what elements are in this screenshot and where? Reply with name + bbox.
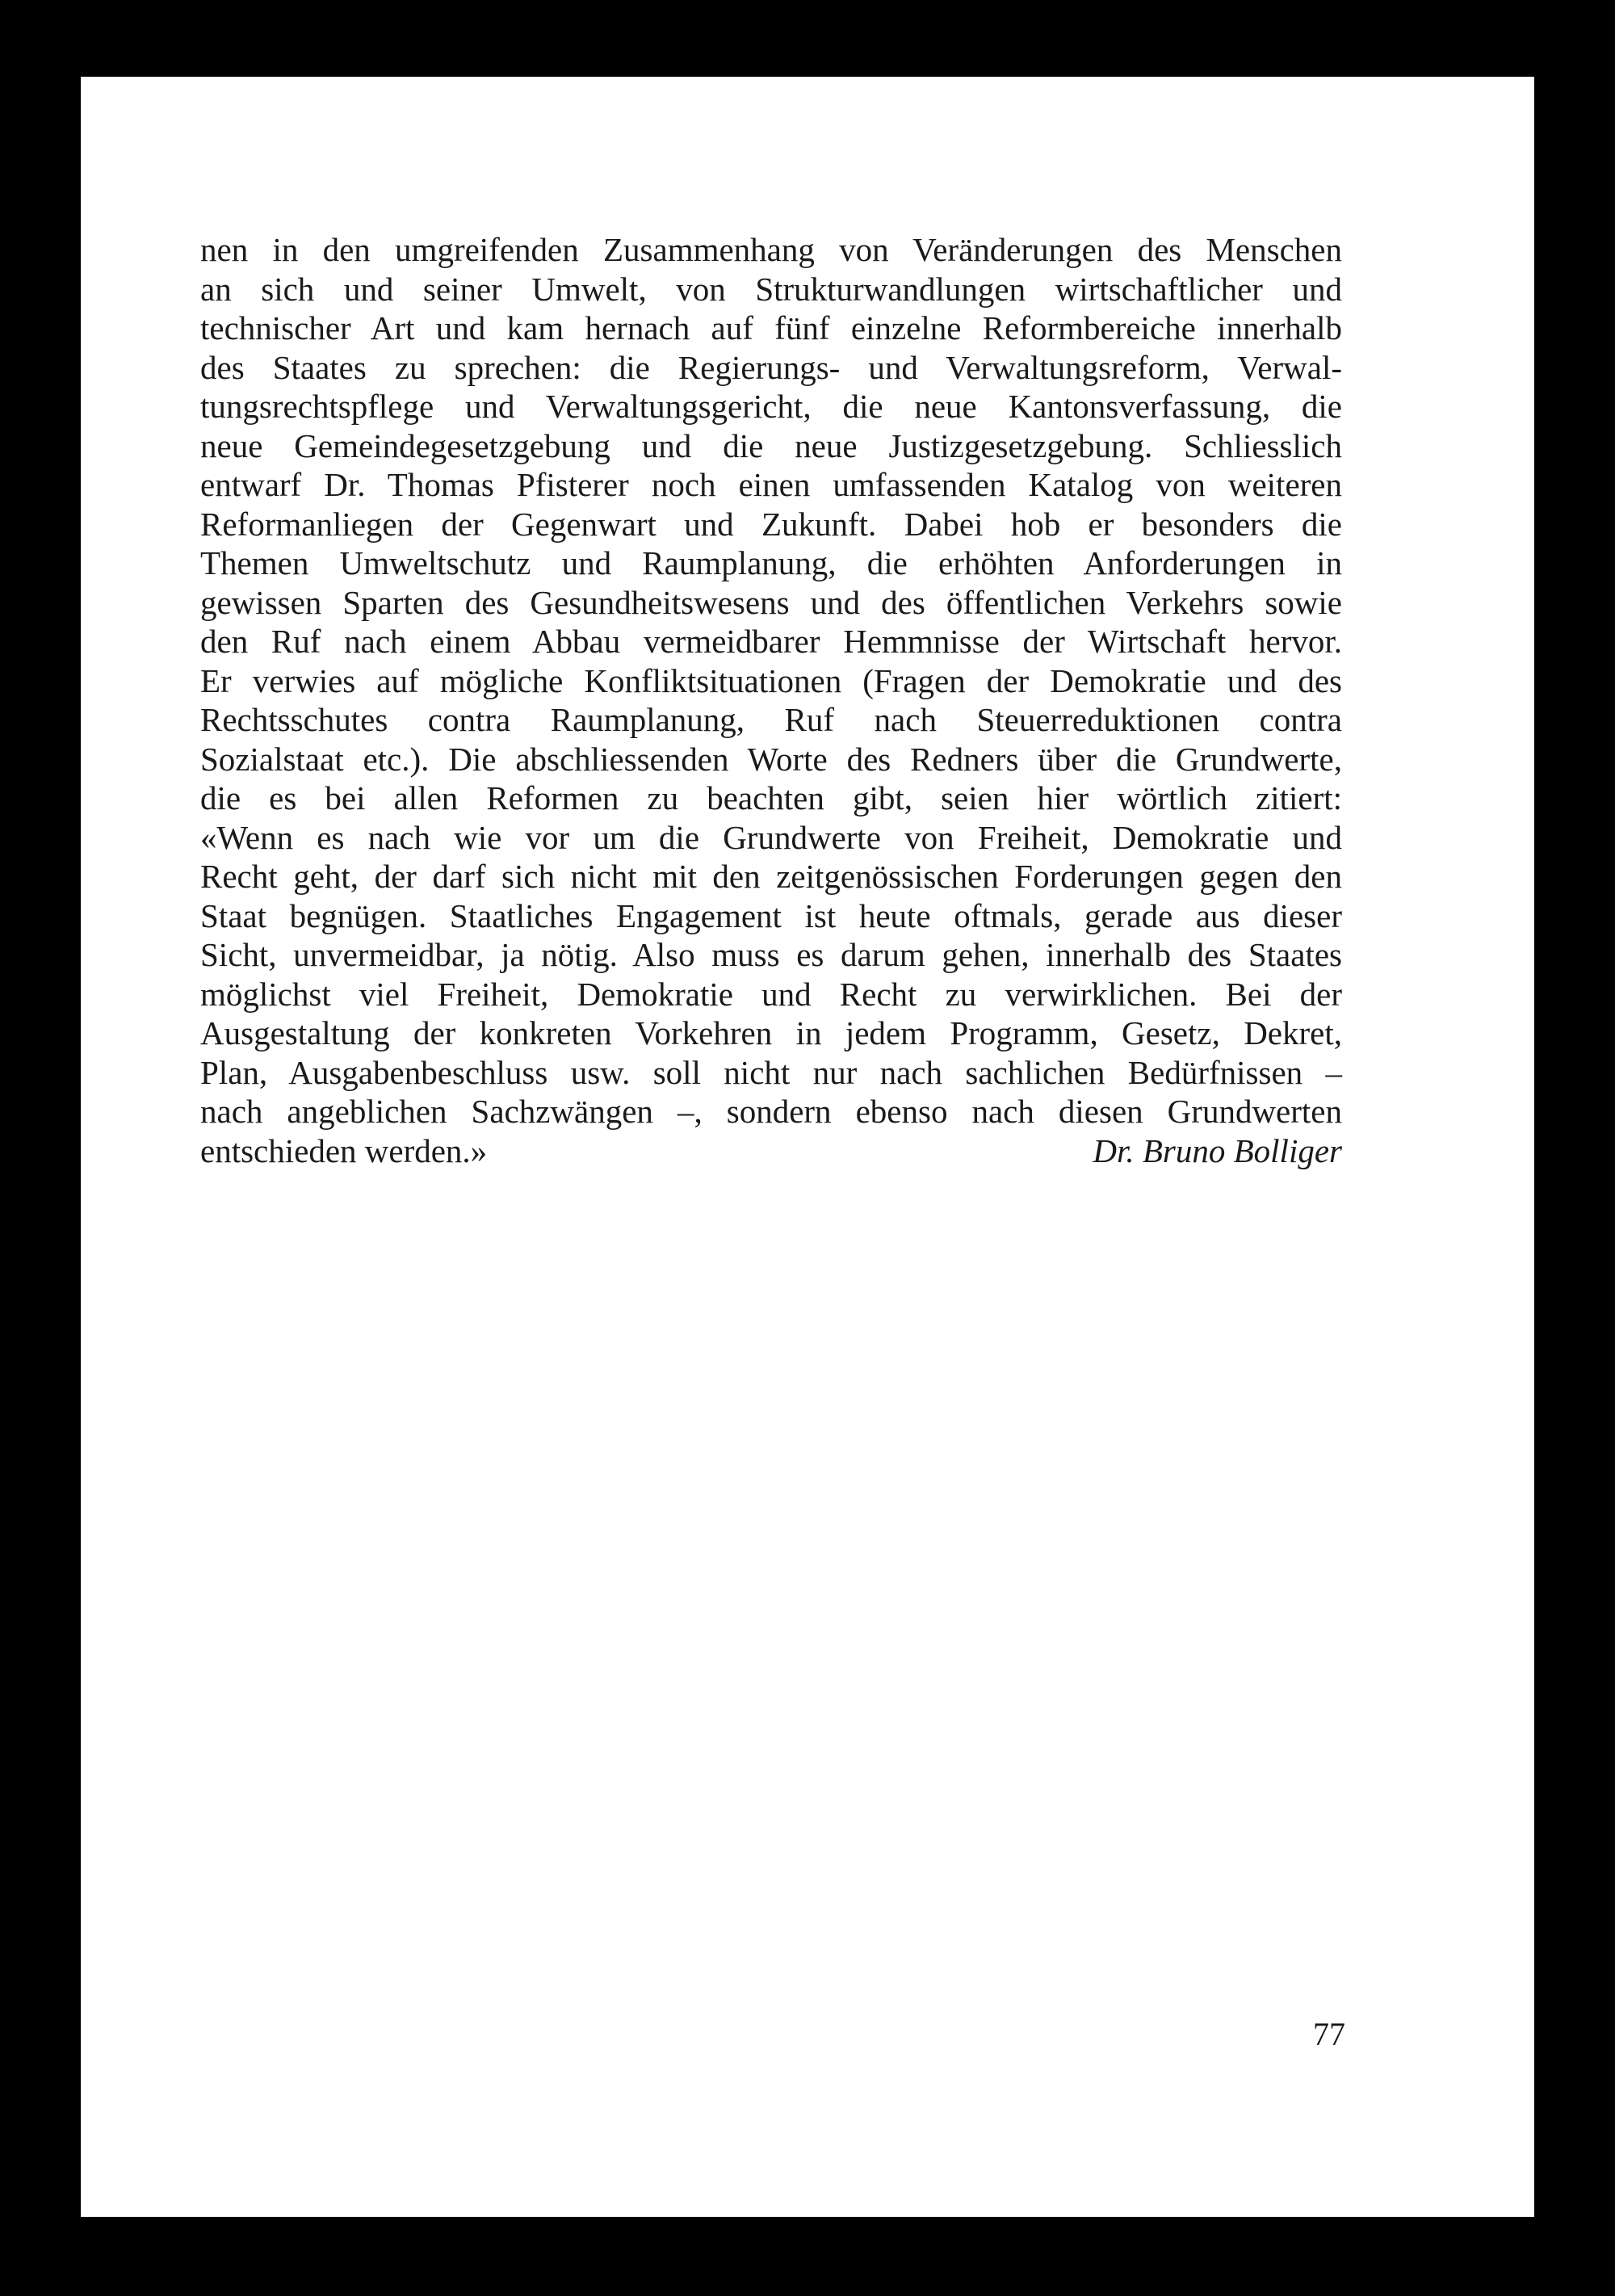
text-line: «Wenn es nach wie vor um die Grundwerte von Freiheit, Demokratie und (200, 818, 1342, 856)
text-line: Rechtsschutes contra Raumplanung, Ruf nach Steuerreduktionen contra (200, 701, 1342, 738)
author-signature: Dr. Bruno Bolliger (1093, 1131, 1342, 1169)
text-line: Er verwies auf mögliche Konfliktsituationen (Fragen der Demokratie und des (200, 661, 1342, 699)
text-line: möglichst viel Freiheit, Demokratie und Recht zu verwirklichen. Bei der (200, 975, 1342, 1013)
text-line: Themen Umweltschutz und Raumplanung, die erhöhten Anforderungen in (200, 544, 1342, 581)
text-line: technischer Art und kam hernach auf fünf einzelne Reformbereiche innerhalb (200, 309, 1342, 346)
text-line: Sozialstaat etc.). Die abschliessenden Worte des Redners über die Grundwerte, (200, 740, 1342, 778)
closing-text: entschieden werden.» (200, 1131, 488, 1169)
text-line: Staat begnügen. Staatliches Engagement ist heute oftmals, gerade aus dieser (200, 896, 1342, 934)
text-line: entwarf Dr. Thomas Pfisterer noch einen umfassenden Katalog von weiteren (200, 466, 1342, 503)
text-line: die es bei allen Reformen zu beachten gibt, seien hier wörtlich zitiert: (200, 779, 1342, 816)
body-text (200, 230, 1342, 1170)
text-line: den Ruf nach einem Abbau vermeidbarer Hemmnisse der Wirtschaft hervor. (200, 623, 1342, 660)
text-line: Plan, Ausgabenbeschluss usw. soll nicht nur nach sachlichen Bedürfnissen – (200, 1053, 1342, 1091)
text-line: des Staates zu sprechen: die Regierungs- und Verwaltungsreform, Verwal- (200, 348, 1342, 386)
text-line: Reformanliegen der Gegenwart und Zukunft. Dabei hob er besonders die (200, 505, 1342, 543)
document-page (81, 77, 1534, 2217)
text-line: nach angeblichen Sachzwängen –, sondern ebenso nach diesen Grundwerten (200, 1093, 1342, 1130)
closing-line (200, 1131, 1342, 1171)
text-line: Sicht, unvermeidbar, ja nötig. Also muss es darum gehen, innerhalb des Staates (200, 936, 1342, 973)
text-line: nen in den umgreifenden Zusammenhang von Veränderungen des Menschen (200, 231, 1342, 268)
page-number: 77 (1313, 2016, 1345, 2052)
text-line: gewissen Sparten des Gesundheitswesens und des öffentlichen Verkehrs sowie (200, 583, 1342, 621)
paragraph (200, 230, 1342, 1131)
text-line: an sich und seiner Umwelt, von Strukturwandlungen wirtschaftlicher und (200, 270, 1342, 308)
text-line: Ausgestaltung der konkreten Vorkehren in jedem Programm, Gesetz, Dekret, (200, 1014, 1342, 1051)
text-line: tungsrechtspflege und Verwaltungsgericht, die neue Kantonsverfassung, die (200, 388, 1342, 425)
text-line: neue Gemeindegesetzgebung und die neue Justizgesetzgebung. Schliesslich (200, 426, 1342, 464)
text-line: Recht geht, der darf sich nicht mit den zeitgenössischen Forderungen gegen den (200, 858, 1342, 895)
